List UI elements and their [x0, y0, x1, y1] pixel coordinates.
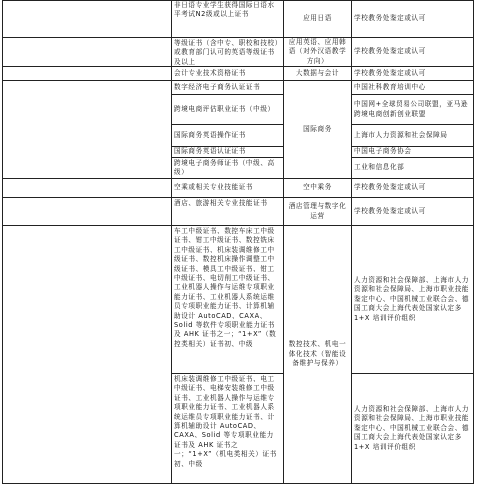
table-cell-authority	[352, 81, 474, 95]
major-label: 应用日语	[303, 13, 332, 22]
table-cell-certificate: 车工中级证书、数控车床工中级证书、钳工中级证书、数控铣床工中级证书、机床装调维修工中级证书、数控机床操作调整工中级证书、模具工中级证书、钳工中级证书、电切削工中级证书、工业机器人操作与运维专项职业能力证书、工业机器人系统运维员专项职业能力证书、计算机辅助设计 AutoCAD、CAXA、Solid 等软件专项职业能力证书及 AHK 证书之一；“1+X”（数控类相关）证书初、中级	[172, 226, 284, 374]
certificate-table	[2, 0, 474, 484]
authority-label: 学校教务处鉴定或认可	[354, 13, 426, 22]
certificate-label: 国际商务英语认证证书	[174, 147, 246, 156]
table-cell-certificate	[172, 67, 284, 81]
table-cell-authority	[352, 95, 474, 125]
authority-label: 上海市人力资源和社会保障局	[354, 130, 448, 139]
table-cell-major	[284, 67, 352, 81]
table-cell-major	[284, 179, 352, 198]
major-label: 空中乘务	[303, 183, 332, 192]
authority-label: 中国网+全球贸易公司联盟，亚马逊跨境电商创新创业联盟	[354, 100, 469, 118]
major-label: 酒店管理与数字化运营	[288, 202, 347, 220]
certificate-label: 国际商务英语操作证书	[174, 130, 246, 139]
table-cell-certificate: 跨境电子商务师证书（中级、高级）	[172, 158, 284, 179]
table-cell-certificate	[172, 81, 284, 95]
certificate-label: 数字经济电子商务认证证书	[174, 82, 261, 91]
table-cell-major	[284, 38, 352, 67]
major-label: 数控技术、机电一体化技术（智能设备维护与保养）	[288, 340, 347, 368]
table-cell-empty	[2, 198, 172, 226]
authority-label: 中国电子商务协会	[354, 147, 412, 156]
authority-label: 人力资源和社会保障部、上海市人力资源和社会保障局、上海市职业技能鉴定中心、中国机械工业联合会、德国工商大会上海代表处国家认定多 1+X 培训评价组织	[354, 404, 470, 451]
authority-label: 学校教务处鉴定或认可	[354, 183, 426, 192]
table-cell-empty	[2, 67, 172, 81]
table-cell-certificate: 非日语专业学生获得国际日语水平考试N2级或以上证书	[172, 0, 284, 38]
table-cell-authority	[352, 158, 474, 179]
table-cell-authority	[352, 198, 474, 226]
certificate-label: 跨境电商评估职业证书（中级）	[174, 104, 275, 113]
table-cell-certificate: 酒店、旅游相关专业技能证书	[172, 198, 284, 226]
table-row	[2, 198, 474, 226]
table-cell-authority	[352, 179, 474, 198]
table-cell-major	[284, 0, 352, 38]
table-cell-certificate	[172, 95, 284, 125]
table-cell-authority	[352, 67, 474, 81]
table-cell-authority	[352, 147, 474, 158]
authority-label: 学校教务处鉴定或认可	[354, 47, 426, 56]
table-cell-certificate: 机床装调维修工中级证书、电工中级证书、电梯安装维修工中级证书、工业机器人操作与运维专项职业能力证书、工业机器人系统运维员专项职业能力证书、计算机辅助设计 AutoCAD、CAXA、Solid 等专项职业能力证书及 AHK 证书之一；“1+X”（机电类相关）证书初、中级	[172, 374, 284, 484]
table-cell-empty	[2, 0, 172, 38]
table-cell-authority	[352, 226, 474, 374]
table-cell-authority	[352, 374, 474, 484]
table-cell-empty	[2, 38, 172, 67]
table-cell-authority	[352, 38, 474, 67]
table-cell-empty	[2, 179, 172, 198]
authority-label: 学校教务处鉴定或认可	[354, 206, 426, 215]
certificate-label: 空乘或相关专业技能证书	[174, 183, 254, 192]
major-label: 大数据与会计	[295, 68, 340, 77]
table-cell-authority	[352, 0, 474, 38]
table-cell-major	[284, 198, 352, 226]
table-cell-major	[284, 81, 352, 179]
table-cell-certificate: 等级证书（含中专、职校和技校）或教育部门认可的英语等级证书及以上	[172, 38, 284, 67]
table-row	[2, 38, 474, 67]
table-cell-empty	[2, 226, 172, 484]
table-cell-certificate	[172, 147, 284, 158]
major-label: 国际商务	[303, 124, 332, 133]
authority-label: 人力资源和社会保障部、上海市人力资源和社会保障局、上海市职业技能鉴定中心、中国机械工业联合会、德国工商大会上海代表处国家认定多 1+X 培训评价组织	[354, 275, 470, 322]
authority-label: 中国社科教育培训中心	[354, 82, 426, 91]
table-cell-certificate	[172, 179, 284, 198]
table-row	[2, 0, 474, 38]
table-row	[2, 179, 474, 198]
table-cell-empty	[2, 81, 172, 179]
table-row	[2, 67, 474, 81]
authority-label: 工业和信息化部	[354, 163, 405, 172]
table-cell-major	[284, 226, 352, 484]
table-row-group	[2, 81, 474, 179]
table-cell-authority	[352, 125, 474, 147]
table-cell-certificate	[172, 125, 284, 147]
certificate-label: 会计专业技术资格证书	[174, 68, 246, 77]
authority-label: 学校教务处鉴定或认可	[354, 68, 426, 77]
table-row-group	[2, 226, 474, 484]
major-label: 应用英语、应用韩语（对外汉语教学方向）	[288, 38, 347, 65]
